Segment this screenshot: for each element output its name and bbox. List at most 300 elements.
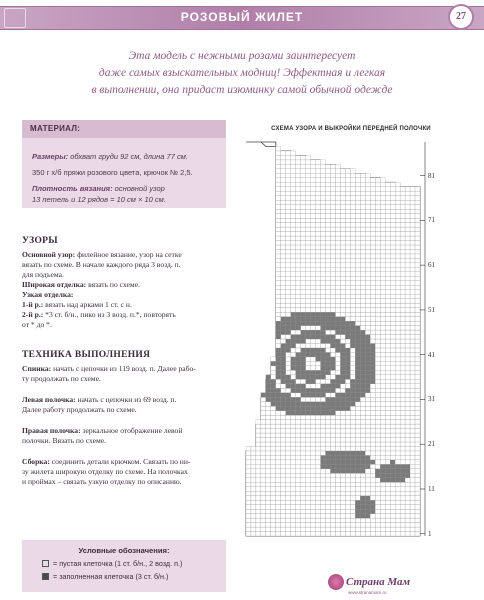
filled-cell — [266, 384, 271, 388]
empty-cell — [410, 223, 415, 227]
empty-cell — [340, 514, 345, 518]
empty-cell — [281, 249, 286, 253]
empty-cell — [306, 241, 311, 245]
empty-cell — [395, 200, 400, 204]
empty-cell — [375, 290, 380, 294]
empty-cell — [335, 411, 340, 415]
empty-cell — [321, 446, 326, 450]
filled-cell — [365, 464, 370, 468]
empty-cell — [335, 232, 340, 236]
text-lead: Основной узор: — [22, 250, 76, 259]
empty-cell — [360, 303, 365, 307]
empty-cell — [410, 272, 415, 276]
filled-cell — [271, 388, 276, 392]
filled-cell — [340, 326, 345, 330]
empty-cell — [390, 232, 395, 236]
empty-cell — [405, 415, 410, 419]
empty-cell — [286, 178, 291, 182]
text-body: филейное вязание, узор на сетке — [75, 250, 182, 259]
empty-cell — [291, 267, 296, 271]
empty-cell — [400, 267, 405, 271]
filled-cell — [296, 335, 301, 339]
empty-cell — [271, 406, 276, 410]
empty-cell — [335, 258, 340, 262]
empty-cell — [415, 402, 420, 406]
empty-cell — [415, 438, 420, 442]
empty-cell — [326, 438, 331, 442]
empty-cell — [400, 500, 405, 504]
empty-cell — [385, 209, 390, 213]
filled-cell — [321, 321, 326, 325]
filled-cell — [276, 361, 281, 365]
empty-cell — [410, 473, 415, 477]
empty-cell — [301, 178, 306, 182]
empty-cell — [380, 254, 385, 258]
empty-cell — [385, 402, 390, 406]
filled-cell — [296, 366, 301, 370]
empty-cell — [340, 241, 345, 245]
empty-cell — [331, 478, 336, 482]
filled-cell — [311, 411, 316, 415]
empty-cell — [276, 160, 281, 164]
empty-cell — [380, 191, 385, 195]
filled-cell — [316, 330, 321, 334]
filled-cell — [365, 379, 370, 383]
filled-cell — [306, 393, 311, 397]
empty-cell — [410, 200, 415, 204]
empty-cell — [326, 223, 331, 227]
empty-cell — [331, 420, 336, 424]
empty-cell — [345, 339, 350, 343]
filled-cell — [335, 402, 340, 406]
empty-cell — [405, 500, 410, 504]
filled-cell — [306, 330, 311, 334]
filled-cell — [296, 402, 301, 406]
empty-cell — [395, 442, 400, 446]
filled-cell — [321, 339, 326, 343]
empty-cell — [326, 281, 331, 285]
empty-cell — [355, 518, 360, 522]
empty-cell — [340, 433, 345, 437]
filled-cell — [345, 326, 350, 330]
empty-cell — [316, 263, 321, 267]
empty-cell — [350, 473, 355, 477]
empty-cell — [365, 303, 370, 307]
empty-cell — [311, 361, 316, 365]
empty-cell — [286, 388, 291, 392]
filled-cell — [261, 393, 266, 397]
empty-cell — [390, 509, 395, 513]
empty-cell — [335, 505, 340, 509]
filled-cell — [365, 352, 370, 356]
empty-cell — [410, 460, 415, 464]
empty-cell — [380, 326, 385, 330]
empty-cell — [390, 411, 395, 415]
empty-cell — [316, 438, 321, 442]
empty-cell — [296, 241, 301, 245]
empty-cell — [296, 218, 301, 222]
filled-cell — [375, 469, 380, 473]
text-body: ту продолжать по схеме. — [22, 374, 101, 383]
empty-cell — [291, 393, 296, 397]
empty-cell — [256, 523, 261, 527]
empty-cell — [345, 272, 350, 276]
empty-cell — [256, 446, 261, 450]
empty-cell — [395, 254, 400, 258]
empty-cell — [316, 232, 321, 236]
empty-cell — [331, 191, 336, 195]
empty-cell — [405, 343, 410, 347]
empty-cell — [291, 164, 296, 168]
empty-cell — [296, 290, 301, 294]
empty-cell — [311, 227, 316, 231]
empty-cell — [350, 285, 355, 289]
empty-cell — [405, 209, 410, 213]
empty-cell — [311, 187, 316, 191]
empty-cell — [301, 155, 306, 159]
empty-cell — [345, 214, 350, 218]
empty-cell — [286, 357, 291, 361]
empty-cell — [410, 205, 415, 209]
empty-cell — [321, 285, 326, 289]
empty-cell — [415, 357, 420, 361]
empty-cell — [355, 429, 360, 433]
empty-cell — [360, 326, 365, 330]
empty-cell — [261, 496, 266, 500]
filled-cell — [335, 384, 340, 388]
empty-cell — [385, 505, 390, 509]
empty-cell — [355, 263, 360, 267]
empty-cell — [390, 442, 395, 446]
filled-cell — [321, 384, 326, 388]
empty-cell — [261, 478, 266, 482]
empty-cell — [375, 249, 380, 253]
filled-cell — [331, 384, 336, 388]
filled-cell — [296, 339, 301, 343]
filled-cell — [281, 397, 286, 401]
empty-cell — [331, 500, 336, 504]
empty-cell — [296, 272, 301, 276]
empty-cell — [370, 478, 375, 482]
filled-cell — [326, 321, 331, 325]
empty-cell — [326, 169, 331, 173]
filled-cell — [326, 361, 331, 365]
empty-cell — [350, 446, 355, 450]
empty-cell — [410, 227, 415, 231]
empty-cell — [375, 330, 380, 334]
empty-cell — [385, 312, 390, 316]
empty-cell — [321, 451, 326, 455]
empty-cell — [405, 299, 410, 303]
empty-cell — [415, 375, 420, 379]
empty-cell — [405, 460, 410, 464]
empty-cell — [395, 232, 400, 236]
row-label: 1 — [428, 529, 432, 538]
empty-cell — [246, 460, 251, 464]
empty-cell — [345, 205, 350, 209]
empty-cell — [360, 442, 365, 446]
filled-cell — [286, 411, 291, 415]
empty-cell — [380, 482, 385, 486]
empty-cell — [355, 303, 360, 307]
empty-cell — [360, 200, 365, 204]
empty-cell — [335, 429, 340, 433]
empty-cell — [281, 469, 286, 473]
empty-cell — [395, 285, 400, 289]
empty-cell — [271, 496, 276, 500]
empty-cell — [321, 196, 326, 200]
empty-cell — [271, 370, 276, 374]
empty-cell — [251, 478, 256, 482]
empty-cell — [400, 375, 405, 379]
empty-cell — [390, 424, 395, 428]
empty-cell — [326, 187, 331, 191]
empty-cell — [380, 420, 385, 424]
empty-cell — [335, 205, 340, 209]
empty-cell — [316, 187, 321, 191]
empty-cell — [281, 241, 286, 245]
empty-cell — [355, 241, 360, 245]
empty-cell — [251, 455, 256, 459]
empty-cell — [415, 218, 420, 222]
empty-cell — [390, 223, 395, 227]
empty-cell — [311, 366, 316, 370]
empty-cell — [331, 424, 336, 428]
empty-cell — [331, 205, 336, 209]
empty-cell — [370, 263, 375, 267]
filled-cell — [291, 388, 296, 392]
empty-cell — [276, 245, 281, 249]
filled-cell — [281, 379, 286, 383]
empty-cell — [350, 200, 355, 204]
empty-cell — [340, 308, 345, 312]
density-line2: 13 петель и 12 рядов = 10 см × 10 см. — [32, 195, 166, 204]
filled-cell — [355, 366, 360, 370]
empty-cell — [301, 343, 306, 347]
empty-cell — [340, 169, 345, 173]
empty-cell — [415, 397, 420, 401]
empty-cell — [405, 223, 410, 227]
empty-cell — [415, 254, 420, 258]
empty-cell — [350, 487, 355, 491]
filled-cell — [326, 317, 331, 321]
empty-cell — [375, 361, 380, 365]
empty-cell — [296, 308, 301, 312]
empty-cell — [365, 406, 370, 410]
empty-cell — [286, 433, 291, 437]
empty-cell — [331, 209, 336, 213]
empty-cell — [331, 263, 336, 267]
empty-cell — [400, 424, 405, 428]
empty-cell — [335, 299, 340, 303]
empty-cell — [415, 209, 420, 213]
filled-cell — [326, 357, 331, 361]
empty-cell — [360, 258, 365, 262]
empty-cell — [355, 245, 360, 249]
empty-cell — [296, 303, 301, 307]
empty-cell — [385, 299, 390, 303]
empty-cell — [271, 500, 276, 504]
empty-cell — [296, 245, 301, 249]
empty-cell — [335, 218, 340, 222]
empty-cell — [306, 487, 311, 491]
empty-cell — [390, 245, 395, 249]
empty-cell — [375, 254, 380, 258]
filled-cell — [360, 505, 365, 509]
empty-cell — [271, 357, 276, 361]
empty-cell — [390, 254, 395, 258]
text-body: зеркальное отображение левой — [80, 426, 183, 435]
empty-cell — [335, 478, 340, 482]
empty-cell — [380, 178, 385, 182]
empty-cell — [385, 272, 390, 276]
filled-cell — [286, 406, 291, 410]
empty-cell — [266, 415, 271, 419]
empty-cell — [311, 178, 316, 182]
empty-cell — [261, 518, 266, 522]
empty-cell — [281, 151, 286, 155]
filled-cell — [365, 375, 370, 379]
empty-cell — [251, 482, 256, 486]
filled-cell — [340, 406, 345, 410]
filled-cell — [345, 335, 350, 339]
empty-cell — [291, 249, 296, 253]
empty-cell — [335, 496, 340, 500]
empty-cell — [390, 523, 395, 527]
empty-cell — [415, 200, 420, 204]
empty-cell — [360, 218, 365, 222]
empty-cell — [380, 281, 385, 285]
empty-cell — [340, 182, 345, 186]
empty-cell — [380, 361, 385, 365]
filled-cell — [291, 406, 296, 410]
filled-cell — [281, 352, 286, 356]
row-label: 81 — [428, 171, 435, 180]
filled-cell — [276, 393, 281, 397]
empty-cell — [271, 366, 276, 370]
empty-cell — [326, 518, 331, 522]
filled-cell — [360, 393, 365, 397]
filled-cell — [360, 514, 365, 518]
empty-cell — [355, 527, 360, 531]
empty-cell — [415, 469, 420, 473]
empty-cell — [335, 442, 340, 446]
empty-cell — [306, 343, 311, 347]
empty-cell — [326, 241, 331, 245]
text-body: от * до *. — [22, 320, 52, 329]
empty-cell — [311, 173, 316, 177]
empty-cell — [276, 187, 281, 191]
empty-cell — [410, 424, 415, 428]
empty-cell — [375, 227, 380, 231]
empty-cell — [321, 267, 326, 271]
empty-cell — [301, 532, 306, 536]
empty-cell — [350, 312, 355, 316]
empty-cell — [291, 527, 296, 531]
empty-cell — [291, 455, 296, 459]
empty-cell — [291, 151, 296, 155]
filled-cell — [385, 478, 390, 482]
empty-cell — [291, 263, 296, 267]
empty-cell — [266, 514, 271, 518]
empty-cell — [360, 482, 365, 486]
empty-cell — [370, 290, 375, 294]
filled-cell — [345, 370, 350, 374]
empty-cell — [380, 294, 385, 298]
empty-cell — [370, 473, 375, 477]
filled-cell — [331, 460, 336, 464]
empty-cell — [291, 415, 296, 419]
empty-cell — [256, 487, 261, 491]
empty-cell — [345, 411, 350, 415]
empty-cell — [410, 339, 415, 343]
empty-cell — [321, 482, 326, 486]
empty-cell — [350, 518, 355, 522]
empty-cell — [375, 272, 380, 276]
filled-cell — [281, 357, 286, 361]
empty-cell — [410, 478, 415, 482]
empty-cell — [335, 420, 340, 424]
empty-cell — [311, 442, 316, 446]
filled-cell — [286, 402, 291, 406]
empty-cell — [331, 518, 336, 522]
empty-cell — [311, 460, 316, 464]
empty-cell — [251, 487, 256, 491]
empty-cell — [375, 299, 380, 303]
empty-cell — [410, 187, 415, 191]
filled-cell — [301, 406, 306, 410]
empty-cell — [340, 487, 345, 491]
empty-cell — [266, 442, 271, 446]
empty-cell — [281, 294, 286, 298]
empty-cell — [385, 491, 390, 495]
empty-cell — [415, 191, 420, 195]
empty-cell — [321, 245, 326, 249]
empty-cell — [311, 343, 316, 347]
empty-cell — [301, 438, 306, 442]
empty-cell — [405, 348, 410, 352]
empty-cell — [395, 352, 400, 356]
empty-cell — [415, 361, 420, 365]
filled-cell — [360, 500, 365, 504]
empty-cell — [400, 379, 405, 383]
empty-cell — [340, 285, 345, 289]
empty-cell — [340, 527, 345, 531]
empty-cell — [345, 227, 350, 231]
empty-cell — [375, 487, 380, 491]
empty-cell — [395, 263, 400, 267]
empty-cell — [286, 299, 291, 303]
empty-cell — [286, 160, 291, 164]
empty-cell — [335, 191, 340, 195]
empty-cell — [340, 518, 345, 522]
material-title: МАТЕРИАЛ: — [30, 124, 81, 133]
empty-cell — [365, 518, 370, 522]
empty-cell — [360, 308, 365, 312]
empty-cell — [350, 245, 355, 249]
empty-cell — [276, 411, 281, 415]
empty-cell — [291, 438, 296, 442]
filled-cell — [301, 375, 306, 379]
empty-cell — [311, 258, 316, 262]
empty-cell — [400, 285, 405, 289]
empty-cell — [326, 424, 331, 428]
filled-cell — [335, 343, 340, 347]
filled-cell — [321, 388, 326, 392]
empty-cell — [331, 294, 336, 298]
empty-cell — [340, 173, 345, 177]
empty-cell — [281, 214, 286, 218]
